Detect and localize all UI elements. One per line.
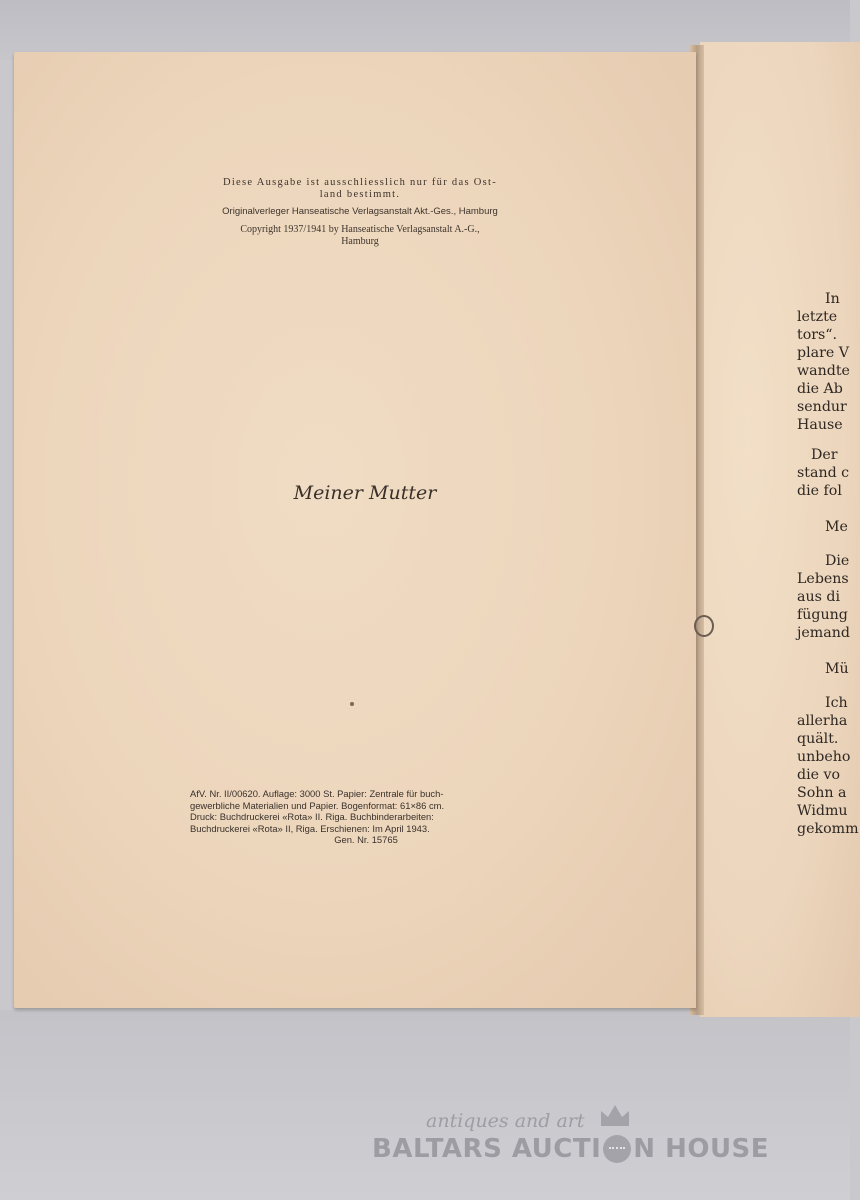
binding-thread-loop <box>694 615 714 637</box>
watermark-brand-part2: N HOUSE <box>633 1134 770 1164</box>
text-line: Die <box>825 553 850 569</box>
text-line: Lebens <box>797 571 849 587</box>
text-line: fügung <box>797 607 848 623</box>
scan-background-bottom <box>0 1010 850 1200</box>
distribution-notice-line2: land bestimmt. <box>319 189 401 200</box>
text-line: quält. <box>797 731 839 747</box>
colophon <box>190 788 542 846</box>
text-line: die Ab <box>797 381 843 397</box>
text-line: Ich <box>825 695 848 711</box>
colophon-line: Buchdruckerei «Rota» II, Riga. Erschienen: Im April 1943. <box>190 822 430 834</box>
colophon-line: Gen. Nr. 15765 <box>334 834 398 845</box>
text-line: jemand <box>797 625 850 641</box>
watermark-brand-part1: BALTARS AUCTI <box>372 1134 602 1164</box>
text-line: unbeho <box>797 749 851 765</box>
imprint-notice <box>180 177 540 248</box>
dedication: Meiner Mutter <box>293 482 437 504</box>
text-line: die fol <box>797 483 842 499</box>
text-line: sendur <box>797 399 847 415</box>
text-line: plare V <box>797 345 850 361</box>
text-line: Sohn a <box>797 785 847 801</box>
copyright-line1: Copyright 1937/1941 by Hanseatische Verlagsanstalt A.-G., <box>240 224 480 235</box>
text-line: Widmu <box>797 803 848 819</box>
watermark-brand <box>372 1134 769 1164</box>
text-line: tors“. <box>797 327 838 343</box>
right-page-text <box>797 290 859 838</box>
auction-house-watermark <box>372 1110 772 1170</box>
colophon-line: AfV. Nr. II/00620. Auflage: 3000 St. Papier: Zentrale für buch- <box>190 788 444 799</box>
text-line: In <box>825 291 840 307</box>
text-line: Mü <box>825 661 849 677</box>
crown-icon <box>598 1102 632 1128</box>
text-line: Der <box>811 447 838 463</box>
text-line: wandte <box>797 363 850 379</box>
text-line: allerha <box>797 713 848 729</box>
paper-speck <box>350 702 354 706</box>
text-line: Me <box>825 519 848 535</box>
text-line: gekomm <box>797 821 859 837</box>
colophon-line: gewerbliche Materialien und Papier. Bogenformat: 61×86 cm. <box>190 799 445 811</box>
text-line: aus di <box>797 589 841 605</box>
watermark-o-badge <box>603 1135 631 1163</box>
colophon-line: Druck: Buchdruckerei «Rota» II. Riga. Buchbinderarbeiten: <box>190 811 434 822</box>
text-line: die vo <box>797 767 841 783</box>
copyright-line2: Hamburg <box>341 236 379 247</box>
copyright-notice <box>180 224 540 248</box>
text-line: stand c <box>797 465 850 481</box>
distribution-notice-line1: Diese Ausgabe ist ausschliesslich nur für das Ost- <box>222 177 498 188</box>
text-line: letzte <box>797 309 838 325</box>
publisher-line: Originalverleger Hanseatische Verlagsanstalt Akt.-Ges., Hamburg <box>222 206 498 217</box>
watermark-tagline: antiques and art <box>426 1110 585 1132</box>
distribution-notice <box>180 177 540 201</box>
text-line: Hause <box>797 417 843 433</box>
